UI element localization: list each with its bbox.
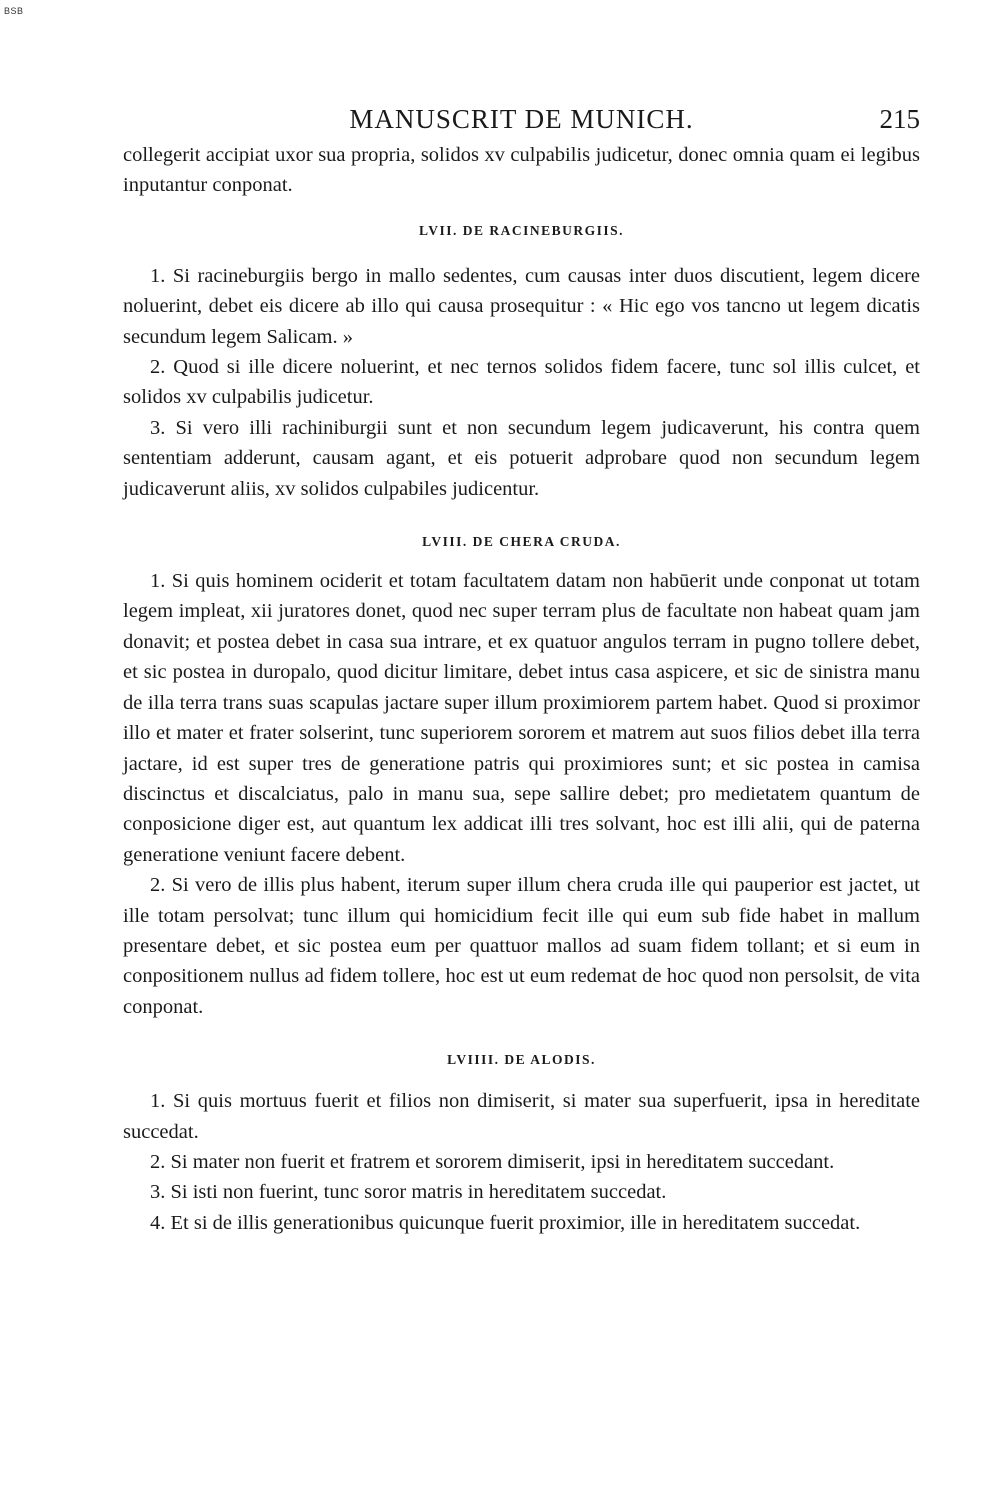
section-title-lviii: LVIII. DE CHERA CRUDA. — [422, 534, 621, 550]
section-title-lviiii: LVIIII. DE ALODIS. — [447, 1052, 596, 1068]
paragraph: 1. Si racineburgiis bergo in mallo sedentes, cum causas inter duos discutient, legem dicere noluerint, debet eis dicere ab illo qui causa prosequitur : « Hic ego vos tancno ut legem dicatis secundum legem Salicam. » — [123, 264, 920, 348]
page-number: 215 — [879, 104, 920, 134]
continued-paragraph: collegerit accipiat uxor sua propria, solidos xv culpabilis judicetur, donec omnia quam ei legibus inputantur conponat. — [123, 144, 920, 197]
page — [123, 100, 920, 1238]
paragraph: 1. Si quis mortuus fuerit et filios non dimiserit, si mater sua superfuerit, ipsa in hereditate succedat. — [123, 1090, 920, 1143]
paragraph: 2. Si mater non fuerit et fratrem et sororem dimiserit, ipsi in hereditatem succedant. — [150, 1150, 835, 1173]
paragraph: 2. Si vero de illis plus habent, iterum super illum chera cruda ille qui pauperior est jactet, ut ille totam persolvat; tunc illum qui homicidium fecit ille qui eum sub fide habet in mallum presentare debet, et sic postea eum per quattuor mallos ad suam fidem tollant; et si eum in conpositionem nullus ad fidem tollere, hoc est ut eum redemat de hoc quod non persolsit, de vita conponat. — [123, 874, 920, 1018]
paragraph: 1. Si quis hominem ociderit et totam facultatem datam non habūerit unde conponat ut totam legem impleat, xii juratores donet, quod nec super terram plus de facultate non habeat quam jam donavit; et postea debet in casa sua intrare, et ex quatuor angulos terram in pugno tollere debet, et sic postea in duropalo, quod dicitur limitare, debet intus casa aspicere, et sic de sinistra manu de illa terra trans suas scapulas jactare super illum proximiorem partem habet. Quod si proximor illo et mater et frater solserint, tunc superiorem sororem et matrem aut suos filios debet illa terra jactare, id est super tres de generatione patris qui proximiores sunt; et sic postea in camisa discinctus et discalciatus, palo in manu sua, sepe sallire debet; pro medietatem quantum de conposicione diger est, aut quantum lex addicat illi tres solvant, hoc est illi alii, qui de paterna generatione veniunt facere debent. — [123, 570, 920, 866]
paragraph: 3. Si isti non fuerint, tunc soror matris in hereditatem succedat. — [150, 1181, 667, 1204]
paragraph: 2. Quod si ille dicere noluerint, et nec ternos solidos fidem facere, tunc sol illis culcet, et solidos xv culpabilis judicetur. — [123, 356, 920, 409]
page-body — [123, 140, 920, 1238]
section-title-lvii: LVII. DE RACINEBURGIIS. — [418, 222, 625, 238]
running-title: MANUSCRIT DE MUNICH. — [349, 104, 694, 134]
paragraph: 3. Si vero illi rachiniburgii sunt et non secundum legem judicaverunt, his contra quem sententiam adderunt, causam agant, et eis potuerit adprobare quod non secundum legem judicaverunt aliis, xv solidos culpabiles judicentur. — [123, 416, 920, 500]
library-stamp: BSB — [4, 6, 24, 16]
page-header — [123, 100, 920, 140]
paragraph: 4. Et si de illis generationibus quicunque fuerit proximior, ille in hereditatem succedat. — [150, 1211, 861, 1234]
